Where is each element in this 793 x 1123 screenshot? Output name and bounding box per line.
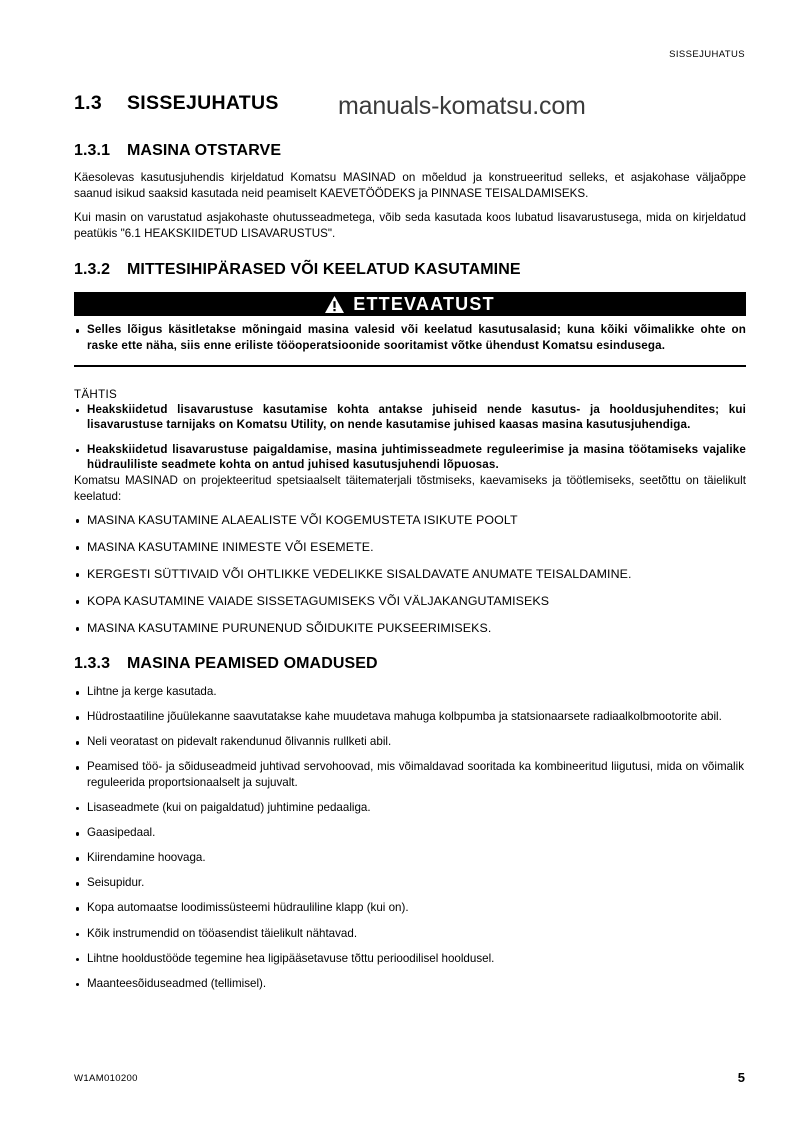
heading-1-3 xyxy=(74,92,746,115)
list-item: MASINA KASUTAMINE PURUNENUD SÕIDUKITE PUKSEERIMISEKS. xyxy=(74,621,746,636)
important-bullet-list xyxy=(74,402,746,473)
list-item: Heakskiidetud lisavarustuse kasutamise kohta antakse juhiseid nende kasutus- ja hooldusjuhendites; kui lisavarustuse tarnijaks on Komatsu Utility, on nende kasutamise juhised kaasas masina kasutusjuhendiga. xyxy=(74,402,746,433)
list-item: KERGESTI SÜTTIVAID VÕI OHTLIKKE VEDELIKKE SISALDAVATE ANUMATE TEISALDAMINE. xyxy=(74,567,746,582)
list-item: Gaasipedaal. xyxy=(74,825,746,841)
list-item: Hüdrostaatiline jõuülekanne saavutatakse kahe muudetava mahuga kolbpumba ja statsionaarsete radiaalkolbmootorite abil. xyxy=(74,709,746,725)
heading-1-3-number: 1.3 xyxy=(74,92,103,114)
heading-1-3-1-number: 1.3.1 xyxy=(74,142,111,159)
list-item: Lisaseadmete (kui on paigaldatud) juhtimine pedaaliga. xyxy=(74,800,746,816)
list-item: KOPA KASUTAMINE VAIADE SISSETAGUMISEKS VÕI VÄLJAKANGUTAMISEKS xyxy=(74,594,746,609)
caution-banner xyxy=(74,292,746,316)
footer-page-number: 5 xyxy=(737,1070,745,1085)
list-item: MASINA KASUTAMINE ALAEALISTE VÕI KOGEMUSTETA ISIKUTE POOLT xyxy=(74,513,746,528)
heading-1-3-2-number: 1.3.2 xyxy=(74,261,111,279)
heading-1-3-3-title: MASINA PEAMISED OMADUSED xyxy=(127,655,378,673)
paragraph-purpose-2: Kui masin on varustatud asjakohaste ohutusseadmetega, võib seda kasutada koos lubatud lisavarustusega, mida on kirjeldatud peatükis "6.1 HEAKSKIIDETUD LISAVARUSTUS". xyxy=(74,211,746,240)
heading-1-3-3-number: 1.3.3 xyxy=(74,655,111,673)
heading-1-3-1-title: MASINA OTSTARVE xyxy=(127,142,282,159)
prohibited-use-list xyxy=(74,513,746,636)
list-item: Heakskiidetud lisavarustuse paigaldamise, masina juhtimisseadmete reguleerimise ja masina töötamiseks vajalike hüdrauliliste seadmete kohta on antud juhised kasutusjuhendi lõpuosas. xyxy=(74,442,746,473)
heading-1-3-title: SISSEJUHATUS xyxy=(127,92,279,114)
important-label: TÄHTIS xyxy=(74,387,118,401)
footer-document-code: W1AM010200 xyxy=(74,1073,138,1084)
paragraph-prohibited-intro: Komatsu MASINAD on projekteeritud spetsiaalselt täitematerjali tõstmiseks, kaevamiseks ja töötlemiseks, seetõttu on täielikult keelatud: xyxy=(74,473,746,503)
heading-1-3-2 xyxy=(74,261,746,279)
heading-1-3-2-title: MITTESIHIPÄRASED VÕI KEELATUD KASUTAMINE xyxy=(127,261,521,279)
list-item: MASINA KASUTAMINE INIMESTE VÕI ESEMETE. xyxy=(74,540,746,555)
page-content xyxy=(74,92,746,991)
list-item: Neli veoratast on pidevalt rakendunud õlivannis rullketi abil. xyxy=(74,734,746,750)
list-item: Kiirendamine hoovaga. xyxy=(74,850,746,866)
list-item: Selles lõigus käsitletakse mõningaid masina valesid või keelatud kasutusalasid; kuna kõiki võimalikke ohte on raske ette näha, siis enne eriliste tööoperatsioonide sooritamist võtke ühendust Komatsu esindusega. xyxy=(74,322,746,353)
caution-notice xyxy=(74,292,746,366)
list-item: Lihtne ja kerge kasutada. xyxy=(74,684,746,700)
caution-bullet-list xyxy=(74,322,746,353)
caution-divider xyxy=(74,365,746,367)
list-item: Kopa automaatse loodimissüsteemi hüdrauliline klapp (kui on). xyxy=(74,900,746,916)
heading-1-3-3 xyxy=(74,655,746,673)
running-header: SISSEJUHATUS xyxy=(669,49,745,60)
watermark-text: manuals-komatsu.com xyxy=(338,92,586,120)
list-item: Kõik instrumendid on tööasendist täielikult nähtavad. xyxy=(74,926,746,942)
caution-label: ETTEVAATUST xyxy=(353,294,495,315)
list-item: Peamised töö- ja sõiduseadmeid juhtivad servohoovad, mis võimaldavad sooritada ka kombineeritud liigutusi, mida on võimalik reguleerida proportsionaalselt ja sujuvalt. xyxy=(74,759,746,790)
list-item: Seisupidur. xyxy=(74,875,746,891)
caution-body xyxy=(74,316,746,353)
machine-features-list xyxy=(74,684,746,991)
heading-1-3-1 xyxy=(74,142,746,160)
important-notice xyxy=(74,388,746,473)
list-item: Maanteesõiduseadmed (tellimisel). xyxy=(74,976,746,992)
paragraph-purpose-1: Käesolevas kasutusjuhendis kirjeldatud Komatsu MASINAD on mõeldud ja konstrueeritud selleks, et asjakohase väljaõppe saanud isikud saaksid kasutada neid peamiselt KAEVETÖÖDEKS ja PINNASE TEISALDAMISEKS. xyxy=(74,171,746,200)
warning-triangle-icon xyxy=(325,296,344,313)
list-item: Lihtne hooldustööde tegemine hea ligipääsetavuse tõttu perioodilisel hooldusel. xyxy=(74,951,746,967)
